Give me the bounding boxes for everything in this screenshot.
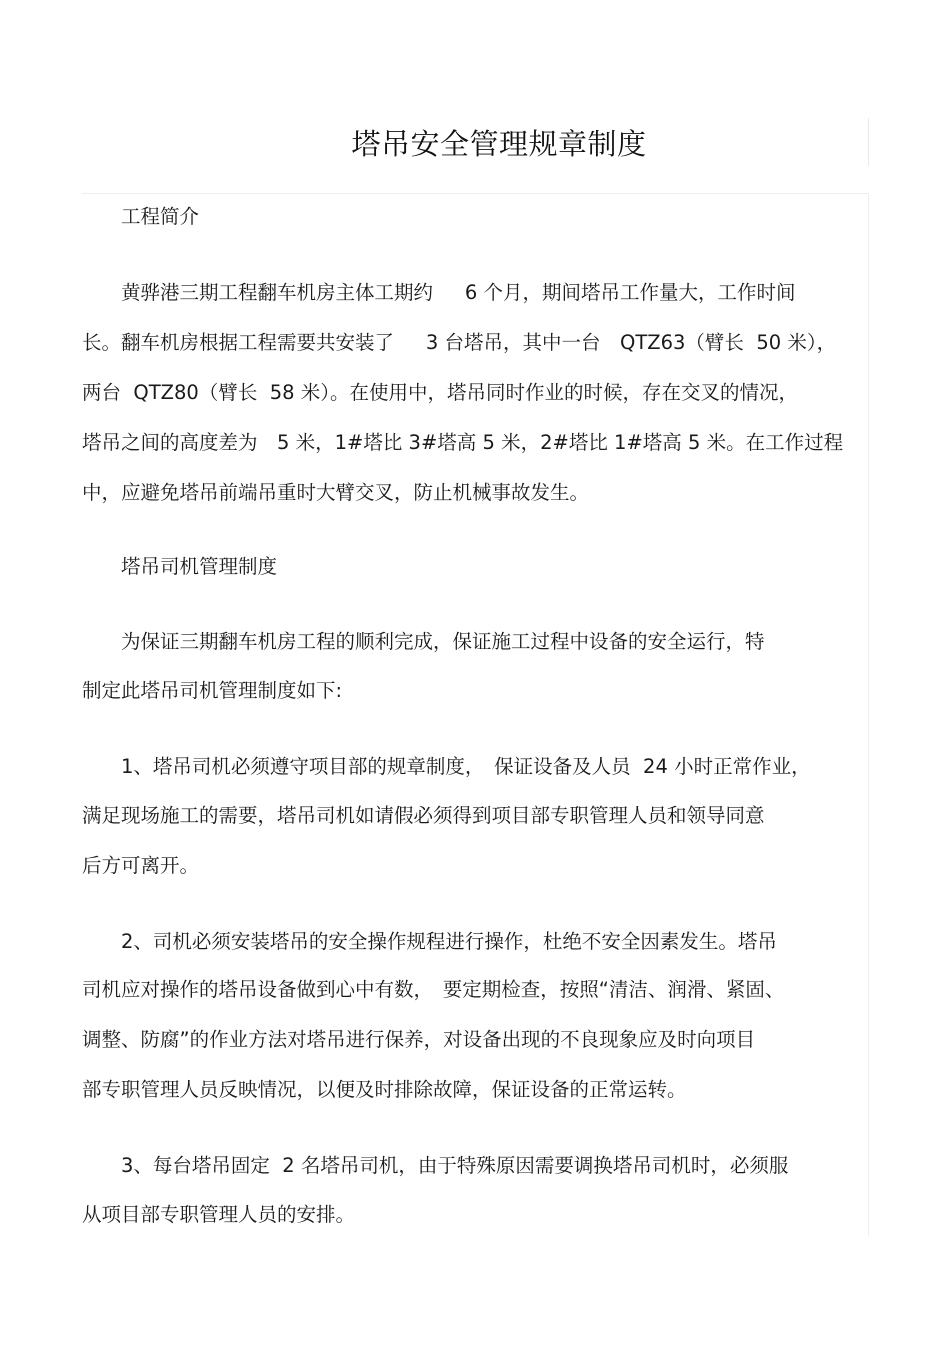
right-margin-rule-top: [868, 118, 869, 166]
paragraph-line: 从项目部专职管理人员的安排。: [82, 1203, 356, 1226]
paragraph-line: 调整、防腐”的作业方法对塔吊进行保养，对设备出现的不良现象应及时向项目: [82, 1028, 756, 1051]
paragraph-line: 黄骅港三期工程翻车机房主体工期约 6 个月，期间塔吊工作量大，工作时间: [121, 281, 796, 304]
paragraph-line: 为保证三期翻车机房工程的顺利完成，保证施工过程中设备的安全运行，特: [121, 630, 765, 653]
paragraph-line: 司机应对操作的塔吊设备做到心中有数， 要定期检查，按照“清洁、润滑、紧固、: [82, 978, 785, 1001]
section-heading-project-intro: 工程简介: [121, 205, 200, 228]
paragraph-line: 部专职管理人员反映情况，以便及时排除故障，保证设备的正常运转。: [82, 1078, 687, 1101]
right-margin-rule: [868, 194, 869, 1236]
paragraph-line: 制定此塔吊司机管理制度如下:: [82, 679, 343, 702]
paragraph-line: 1、塔吊司机必须遵守项目部的规章制度， 保证设备及人员 24 小时正常作业，: [121, 755, 811, 778]
paragraph-line: 长。翻车机房根据工程需要共安装了 3 台塔吊，其中一台 QTZ63（臂长 50 米），: [82, 331, 837, 354]
header-divider: [82, 193, 869, 194]
paragraph-line: 后方可离开。: [82, 854, 200, 877]
paragraph-line: 满足现场施工的需要，塔吊司机如请假必须得到项目部专职管理人员和领导同意: [82, 804, 765, 827]
paragraph-line: 塔吊之间的高度差为 5 米，1#塔比 3#塔高 5 米，2#塔比 1#塔高 5 米。在工作过程: [82, 431, 844, 454]
paragraph-line: 3、每台塔吊固定 2 名塔吊司机，由于特殊原因需要调换塔吊司机时，必须服: [121, 1154, 789, 1177]
paragraph-line: 两台 QTZ80（臂长 58 米）。在使用中，塔吊同时作业的时候，存在交叉的情况，: [82, 381, 798, 404]
paragraph-line: 中，应避免塔吊前端吊重时大臂交叉，防止机械事故发生。: [82, 481, 590, 504]
page-title: 塔吊安全管理规章制度: [351, 127, 647, 161]
paragraph-line: 2、司机必须安装塔吊的安全操作规程进行操作，杜绝不安全因素发生。塔吊: [121, 930, 777, 953]
section-heading-operator-rules: 塔吊司机管理制度: [121, 555, 278, 578]
